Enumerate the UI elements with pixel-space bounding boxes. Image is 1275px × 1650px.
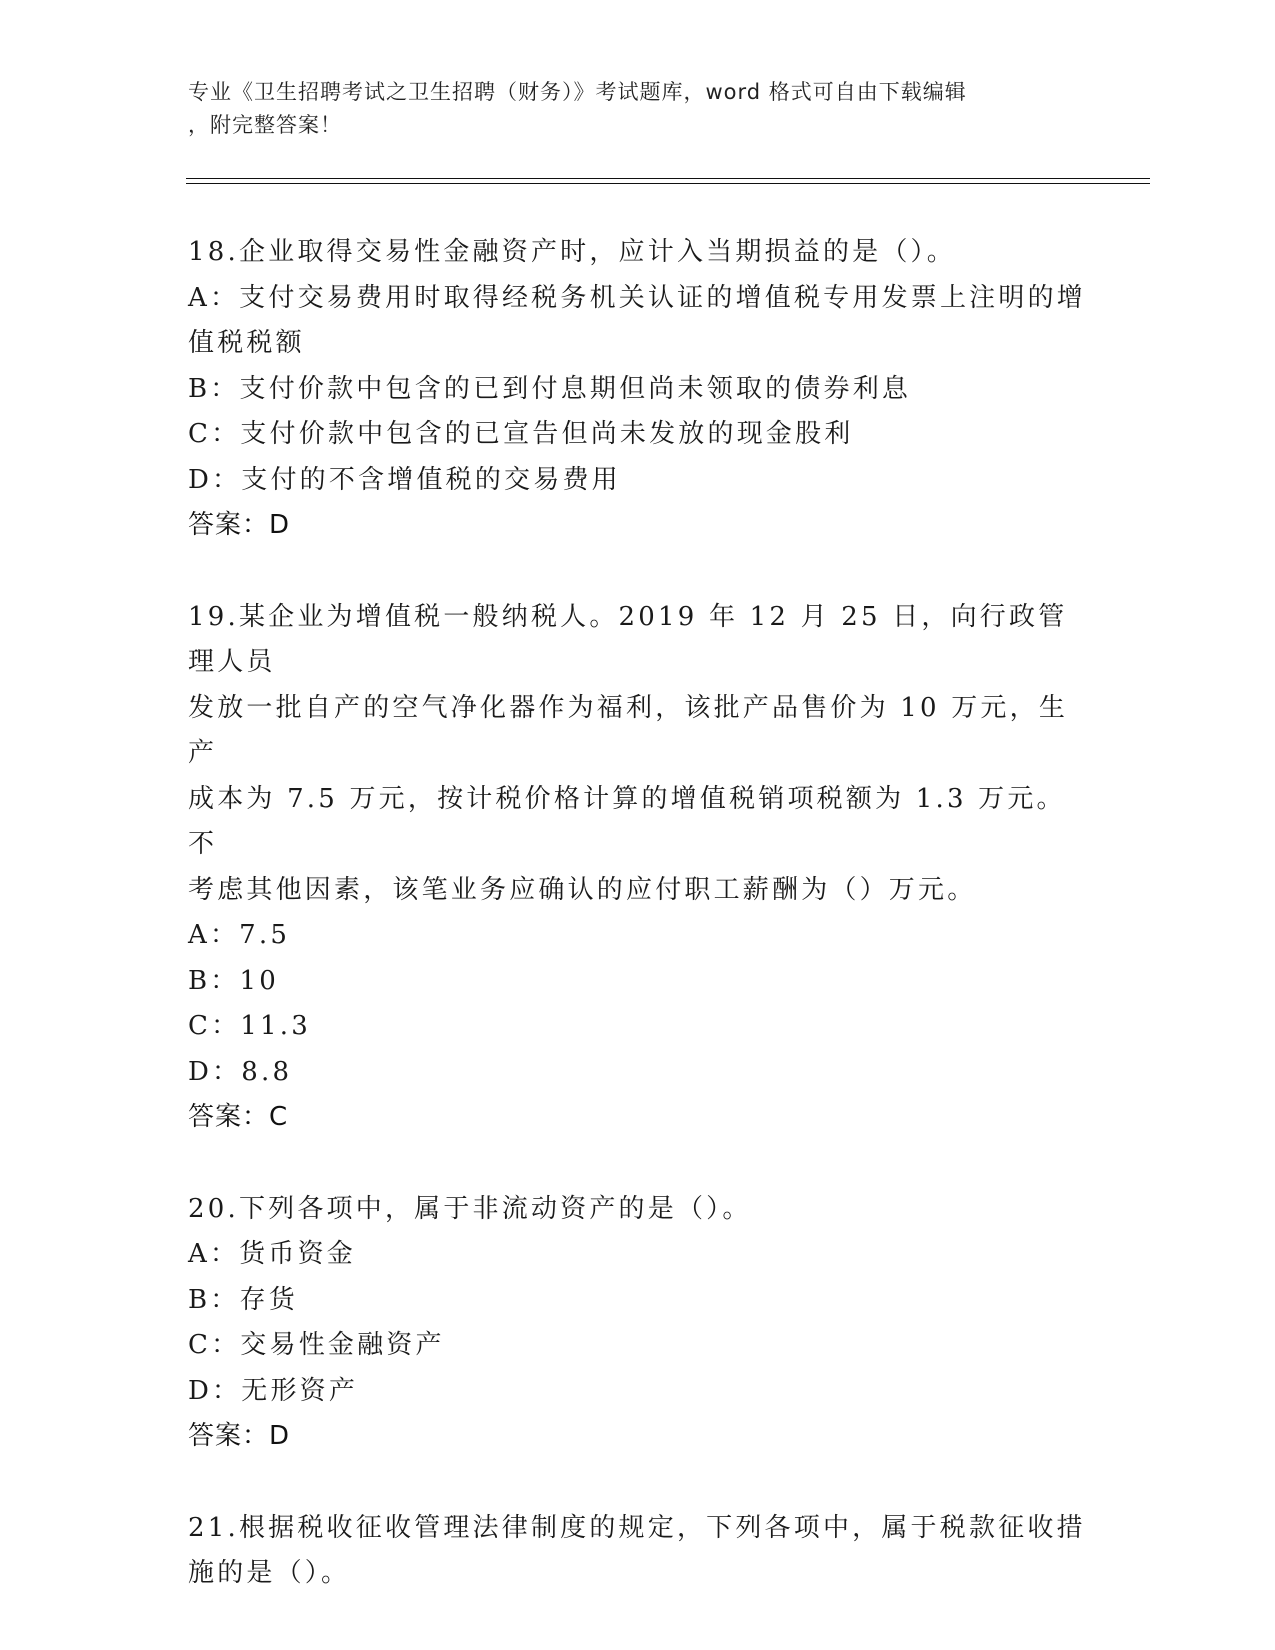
answer-option-line: A：货币资金 [188,1239,356,1269]
answer-option-line: B：10 [188,965,279,996]
header-line-2: ，附完整答案！ [188,113,342,137]
header-line-1: 专业《卫生招聘考试之卫生招聘（财务）》考试题库，word 格式可自由下载编辑 [188,80,967,104]
question-block [188,595,1088,1141]
correct-answer: 答案：D [188,510,291,540]
question-stem-line: 18.企业取得交易性金融资产时，应计入当期损益的是（）。 [188,237,956,267]
answer-option-line: D：无形资产 [188,1375,359,1406]
answer-option-line: A：支付交易费用时取得经税务机关认证的增值税专用发票上注明的增 [188,282,1086,313]
answer-option-line: B：存货 [188,1284,298,1315]
answer-option-line: A：7.5 [188,920,291,950]
header-divider-top [186,178,1150,179]
question-stem-line: 21.根据税收征收管理法律制度的规定，下列各项中，属于税款征收措 [188,1512,1086,1543]
question-block [188,1506,1088,1597]
answer-option-line: B：支付价款中包含的已到付息期但尚未领取的债券利息 [188,373,912,404]
question-stem-line: 考虑其他因素，该笔业务应确认的应付职工薪酬为（）万元。 [188,874,977,905]
answer-option-line: D：8.8 [188,1056,293,1087]
header-divider-bottom [186,183,1150,184]
answer-option-line: C：11.3 [188,1011,311,1041]
question-stem-line: 19.某企业为增值税一般纳税人。2019 年 12 月 25 日，向行政管理人员 [188,601,1068,677]
question-block [188,1187,1088,1460]
correct-answer: 答案：C [188,1102,289,1132]
question-list [188,230,1088,1643]
question-stem-line: 成本为 7.5 万元，按计税价格计算的增值税销项税额为 1.3 万元。不 [188,783,1066,859]
question-stem-line: 发放一批自产的空气净化器作为福利，该批产品售价为 10 万元，生产 [188,692,1069,768]
correct-answer: 答案：D [188,1421,291,1451]
answer-option-line: D：支付的不含增值税的交易费用 [188,464,621,495]
answer-option-line: C：交易性金融资产 [188,1330,445,1360]
answer-option-line: C：支付价款中包含的已宣告但尚未发放的现金股利 [188,419,854,449]
question-block [188,230,1088,549]
document-header [188,76,1088,142]
question-stem-line: 施的是（）。 [188,1558,351,1588]
answer-option-line: 值税税额 [188,328,305,358]
question-stem-line: 20.下列各项中，属于非流动资产的是（）。 [188,1193,752,1224]
